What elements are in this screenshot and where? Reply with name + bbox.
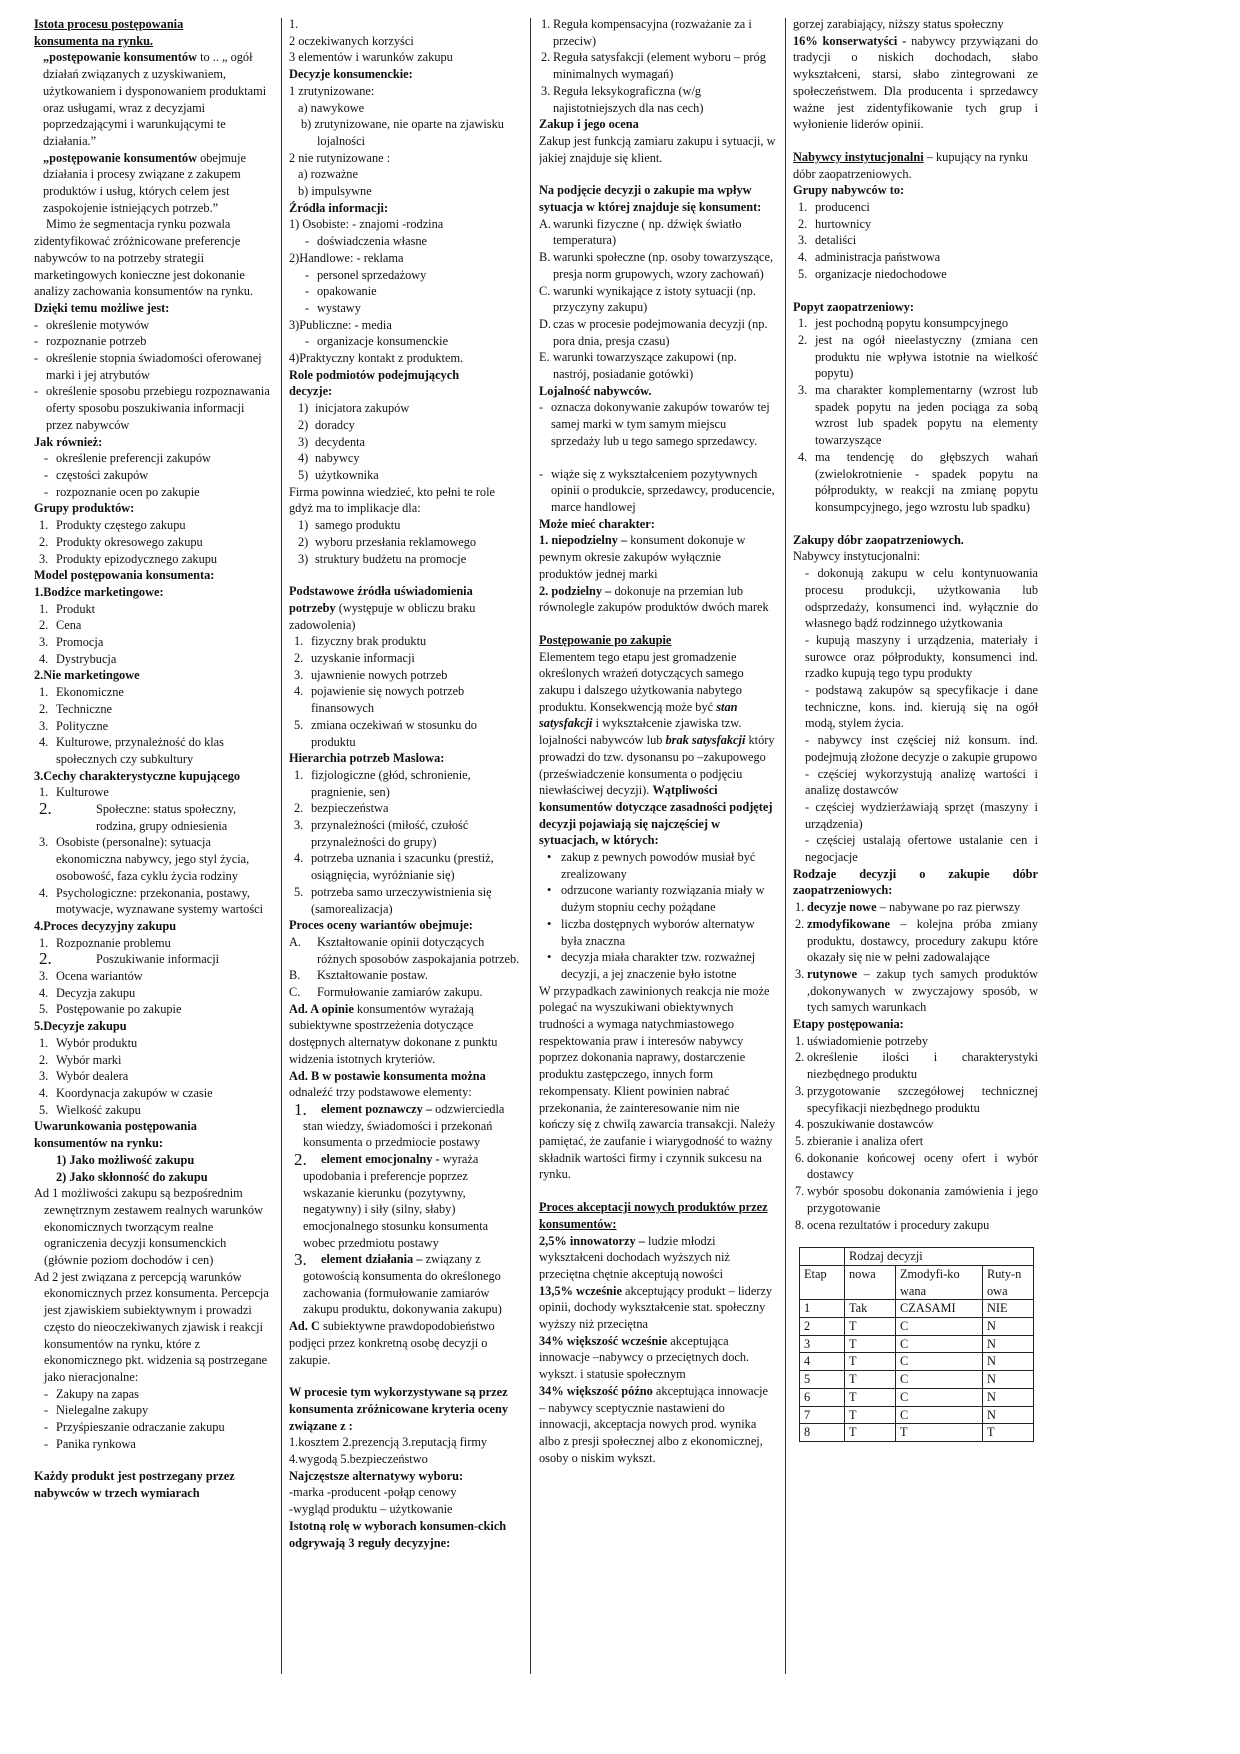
section-heading: Proces oceny wariantów obejmuje: [289, 918, 473, 933]
paragraph: Elementem tego etapu jest gromadzenie określonych wrażeń dotyczących samego zakupu i dalszego użytkowania nabytego produktu. Konsekwencją może być stan satysfakcji i wykształcenie zjawiska tzw. lojalności nabywców lub brak satysfakcji który prowadzi do tzw. dysonansu po –zakupowego (przeświadczenie konsumenta o podjęciu niewłaściwej decyzji). Wątpliwości konsumentów dotyczące zasadności podjętej decyzji pojawiają się najczęściej w sytuacjach, w których: [539, 649, 775, 848]
numbered-list [34, 1035, 271, 1119]
list-item: - częściej wydzierżawiają sprzęt (maszyny i urządzenia) [805, 799, 1038, 831]
table-header: Rodzaj decyzji [845, 1248, 1034, 1266]
list-item: C. Formułowanie zamiarów zakupu. [289, 985, 483, 1000]
table-header-row [800, 1265, 1034, 1299]
list-item: - rozpoznanie ocen po zakupie [44, 484, 200, 499]
list-item: 4) nabywcy [298, 451, 360, 466]
list-item: 2. Techniczne [39, 701, 113, 716]
list-item: - organizacje konsumenckie [305, 334, 449, 349]
table-row [800, 1406, 1034, 1424]
lettered-list [539, 216, 776, 383]
list-item: B. warunki społeczne (np. osoby towarzyszące, presja norm grupowych, wzory zachowań) [539, 250, 774, 281]
table-cell: T [845, 1424, 896, 1442]
section-heading: Etapy postępowania: [793, 1017, 904, 1032]
section-heading: Może mieć charakter: [539, 516, 655, 531]
section-heading: Rodzaje decyzji o zakupie dóbr zaopatrzeniowych: [793, 866, 1038, 898]
table-cell: 1 [800, 1300, 845, 1318]
list-item: 3. Wybór dealera [39, 1069, 129, 1084]
section-heading: Na podjęcie decyzji o zakupie ma wpływ sytuacja w której znajduje się konsument: [539, 183, 762, 215]
list-item: - opakowanie [305, 284, 377, 299]
section-heading: Najczęstsze alternatywy wyboru: [289, 1468, 464, 1483]
column-divider [281, 18, 282, 1674]
numbered-list [539, 16, 776, 116]
table-cell: C [896, 1388, 983, 1406]
list-item: 3. Ocena wariantów [39, 969, 143, 984]
numbered-list [289, 1101, 521, 1318]
section-heading: Istotną rolę w wyborach konsumen-ckich odgrywają 3 reguły decyzyjne: [289, 1518, 507, 1550]
list-item: 2) wyboru przesłania reklamowego [298, 534, 477, 549]
numbered-list [34, 517, 271, 567]
numbered-list [793, 315, 1038, 515]
list-item: 3. przynależności (miłość, czułość przynależności do grupy) [294, 818, 469, 849]
list-item: 2. bezpieczeństwa [294, 801, 389, 816]
lettered-list [289, 934, 521, 1001]
section-heading: W procesie tym wykorzystywane są przez konsumenta zróżnicowane kryteria oceny związane z : [289, 1385, 509, 1433]
list-item: 1. Produkty częstego zakupu [39, 518, 186, 533]
dash-list [793, 565, 1038, 866]
column-2: 1. 2 oczekiwanych korzyści 3 elementów i warunków zakupu Decyzje konsumenckie: 1 zrutynizowane: a) nawykowe b) zrutynizowane, nie oparte na zjawisku lojalności 2 nie rutynizowane : a) rozważne b) impulsywne Źródła informacji: 1) Osobiste: - znajomi -rodzina - doświadczenia własne 2)Handlowe: - reklama - personel sprzedażowy - opakowanie - wystawy 3)Publiczne: - media - organizacje konsumenckie 4)Praktyczny kontakt z produktem. Role podmiotów podejmujących decyzje: 1) inicjatora zakupów 2) doradcy 3) decydenta 4) nabywcy 5) użytkownika Firma powinna wiedzieć, kto pełni te role gdyż ma to implikacje dla: 1) samego produktu 2) wyboru przesłania reklamowego 3) struktury budżetu na promocje Podstawowe źródła uświadomienia potrzeby (występuje w obliczu braku zadowolenia) 1. fizyczny brak produktu 2. uzyskanie informacji 3. ujawnienie nowych potrzeb 4. pojawienie się nowych potrzeb finansowych 5. zmiana oczekiwań w stosunku do produktu Hierarchia potrzeb Maslowa: 1. fizjologiczne (głód, schronienie, pragnienie, sen) 2. bezpieczeństwa 3. przynależności (miłość, czułość przynależności do grupy) 4. potrzeba uznania i szacunku (prestiż, osiągnięcia, wyróżnianie się) 5. potrzeba samo urzeczywistnienia się (samorealizacja) Proces oceny wariantów obejmuje: A. Kształtowanie opinii dotyczących różnych sposobów zaspokajania potrzeb. B. Kształtowanie postaw. C. Formułowanie zamiarów zakupu. Ad. A opinie konsumentów wyrażają subiektywne spostrzeżenia dotyczące dostępnych alternatyw dokonane z punktu widzenia istotnych kryteriów. Ad. B w postawie konsumenta można odnaleźć trzy podstawowe elementy: 1. element poznawczy – odzwierciedla stan wiedzy, świadomości i przekonań konsumenta o przedmiocie postawy 2. element emocjonalny - wyraża upodobania i preferencje poprzez wskazanie kierunku (pozytywny, negatywny) i siły (silny, słaby) emocjonalnego stosunku konsumenta wobec przedmiotu postawy 3. element działania – związany z gotowością konsumenta do określonego zachowania (formułowanie zamiarów zakupu produktu, dokonywania zakupu) Ad. C subiektywne prawdopodobieństwo podjęci przez konkretną osobę decyzji o zakupie. W procesie tym wykorzystywane są przez konsumenta zróżnicowane kryteria oceny związane z : 1.kosztem 2.prezencją 3.reputacją firmy 4.wygodą 5.bezpieczeństwo Najczęstsze alternatywy wyboru: -marka -producent -połąp cenowy -wygląd produktu – użytkowanie Istotną rolę w wyborach konsumen-ckich odgrywają 3 reguły decyzyjne: [289, 17, 520, 1550]
list-item: 3. ujawnienie nowych potrzeb [294, 667, 448, 682]
list-item: 2. Społeczne: status społeczny, rodzina, grupy odniesienia [39, 799, 237, 833]
list-item: 2. Produkty okresowego zakupu [39, 534, 203, 549]
list-item: - częściej wykorzystują analizę wartości i analizę dostawców [805, 766, 1038, 798]
section-heading: Każdy produkt jest postrzegany przez nabywców w trzech wymiarach [34, 1469, 235, 1501]
list-item: 2. element emocjonalny - wyraża upodobania i preferencje poprzez wskazanie kierunku (pozytywny, negatywny) i siły (silny, słaby) emocjonalnego stosunku konsumenta wobec przedmiotu postawy [294, 1150, 489, 1250]
list-item: - rozpoznanie potrzeb [34, 334, 147, 349]
dash-list [34, 1386, 271, 1453]
list-item: 5. zbieranie i analiza ofert [795, 1134, 924, 1148]
dash-list [34, 450, 271, 500]
section-heading: Popyt zaopatrzeniowy: [793, 299, 915, 314]
list-item: 2. Wybór marki [39, 1052, 122, 1067]
numbered-list [289, 633, 521, 750]
table-header: Zmodyfi-ko wana [896, 1265, 983, 1299]
section-heading: 1.Bodźce marketingowe: [34, 584, 164, 599]
table-cell: T [845, 1335, 896, 1353]
list-item: 3. Osobiste (personalne): sytuacja ekonomiczna nabywcy, jego styl życia, osobowość, faza cyklu życia rodziny [39, 835, 250, 883]
list-item: - personel sprzedażowy [305, 267, 427, 282]
section-heading: Źródła informacji: [289, 200, 389, 215]
list-item: - częstości zakupów [44, 467, 149, 482]
paragraph: Ad 1 możliwości zakupu są bezpośrednim zewnętrznym zestawem realnych warunków ekonomicznych tworzącym realne ograniczenia decyzji konsumenckich (głównie poziom dochodów i cen) [34, 1186, 264, 1268]
section-heading: Uwarunkowania postępowania konsumentów na rynku: [34, 1119, 197, 1151]
column-4: gorzej zarabiający, niższy status społeczny 16% konserwatyści - nabywcy przywiązani do tradycji o niskich dochodach, słabo wykształceni, starsi, słabo zintegrowani ze społeczeństwem. Dla producenta i sprzedawcy ważne jest zidentyfikowanie tych grup i wyłonienie liderów opinii. Nabywcy instytucjonalni – kupujący na rynku dóbr zaopatrzeniowych. Grupy nabywców to: 1. producenci 2. hurtownicy 3. detaliści 4. administracja państwowa 5. organizacje niedochodowe Popyt zaopatrzeniowy: 1. jest pochodną popytu konsumpcyjnego 2. jest na ogół nieelastyczny (zmiana cen produktu nie wpływa istotnie na wielkość popytu) 3. ma charakter komplementarny (wzrost lub spadek popytu na jeden pociąga za sobą wzrost lub spadek popytu na elementy towarzyszące 4. ma tendencję do głębszych wahań (zwielokrotnienie - spadek popytu na półprodukty, w reakcji na zmianę popytu konsumpcyjnego, jego wzrostu lub spadku) Zakupy dóbr zaopatrzeniowych. Nabywcy instytucjonalni: - dokonują zakupu w celu kontynuowania procesu produkcji, użytkowania lub odsprzedaży, konsumenci ind. wyłącznie do własnego bądź rodzinnego użytkowania - kupują maszyny i urządzenia, materiały i surowce oraz półprodukty, konsumenci ind. rzadko kupują tego typu produkty - podstawą zakupów są specyfikacje i dane techniczne, kons. ind. kierują się na ogół modą, stylem życia. - nabywcy inst częściej niż konsum. ind. podejmują złożone decyzje o zakupie grupowo - częściej wykorzystują analizę wartości i analizę dostawców - częściej wydzierżawiają sprzęt (maszyny i urządzenia) - częściej ustalają ofertowe ustalanie cen i negocjacje Rodzaje decyzji o zakupie dóbr zaopatrzeniowych: 1. decyzje nowe – nabywane po raz pierwszy 2. zmodyfikowane – kolejna próba zmiany produktu, dostawcy, procedury zakupu które okazały się nie w pełni zadowalające 3. rutynowe – zakup tych samych produktów ,dokonywanych w zwyczajowy sposób, w tych samych warunkach Etapy postępowania: 1. uświadomienie potrzeby 2. określenie ilości i charakterystyki niezbędnego produktu 3. przygotowanie szczegółowej technicznej specyfikacji niezbędnego produktu 4. poszukiwanie dostawców 5. zbieranie i analiza ofert 6. dokonanie końcowej oceny ofert i wybór dostawcy 7. wybór sposobu dokonania zamówienia i jego przygotowanie 8. ocena rezultatów i procedury zakupu Rodzaj decyzji Etap nowa Zmodyfi-ko wana Ruty-n owa 1 Tak CZASAMI NIE 2 T C N 3 T C N 4 T C N 5 T C N 6 T C N 7 T C N 8 T T T [793, 16, 1038, 1676]
list-item: 4. potrzeba uznania i szacunku (prestiż, osiągnięcia, wyróżnianie się) [294, 851, 494, 883]
list-item: 4. Decyzja zakupu [39, 985, 136, 1000]
notes-page [34, 16, 1038, 1676]
list-item: 1) samego produktu [298, 518, 401, 533]
list-item: 1. fizyczny brak produktu [294, 634, 427, 649]
section-heading: Zakupy dóbr zaopatrzeniowych. [793, 532, 964, 547]
list-item: • liczba dostępnych wyborów alternatyw była znaczna [547, 916, 755, 948]
list-item: 5) użytkownika [298, 467, 379, 482]
list-item: 2. Poszukiwanie informacji [39, 949, 220, 969]
table-cell: N [983, 1318, 1034, 1336]
table-cell: T [845, 1388, 896, 1406]
section-heading: Decyzje konsumenckie: [289, 67, 413, 82]
table-cell: C [896, 1353, 983, 1371]
dash-list [34, 317, 271, 434]
list-item: 1. producenci [798, 200, 870, 215]
section-heading: Proces akceptacji nowych produktów przez konsumentów: [539, 1200, 768, 1231]
page-title: Istota procesu postępowania konsumenta na rynku. [34, 17, 184, 48]
list-item: 3. Promocja [39, 635, 104, 650]
list-item: 1) inicjatora zakupów [298, 401, 410, 416]
section-heading: Hierarchia potrzeb Maslowa: [289, 751, 445, 766]
list-item: - określenie sposobu przebiegu rozpoznawania oferty sposobu poszukiwania informacji przez nabywców [34, 384, 270, 432]
list-item: B. Kształtowanie postaw. [289, 968, 428, 983]
numbered-list [289, 517, 521, 567]
table-header-row [800, 1248, 1034, 1266]
paragraph: Mimo że segmentacja rynku pozwala zidentyfikować zróżnicowane preferencje nabywców to na potrzeby strategii marketingowych konieczne jest dokonanie analizy zachowania konsumentów na rynku. [34, 217, 254, 299]
list-item: - Panika rynkowa [44, 1436, 136, 1451]
table-cell: Tak [845, 1300, 896, 1318]
list-item: 4. pojawienie się nowych potrzeb finansowych [294, 684, 465, 716]
numbered-list [793, 1033, 1038, 1233]
section-heading: Dzięki temu możliwe jest: [34, 300, 170, 315]
numbered-list [34, 784, 271, 918]
dash-list [539, 399, 776, 449]
paragraph: Ad 2 jest związana z percepcją warunków ekonomicznych przez konsumenta. Percepcja jest zjawiskiem subiektywnym i prowadzi często do nieoczekiwanych zjawisk i reakcji konsumentów na rynku, które z ekonomicznego pkt. widzenia są postrzegane jako nieracjonalne: [34, 1269, 269, 1384]
list-item: 1. fizjologiczne (głód, schronienie, pragnienie, sen) [294, 767, 471, 799]
table-cell: N [983, 1406, 1034, 1424]
list-item: - podstawą zakupów są specyfikacje i dane techniczne, kons. ind. kierują się na ogół modą, stylem życia. [805, 683, 1038, 731]
table-cell: T [896, 1424, 983, 1442]
list-item: 7. wybór sposobu dokonania zamówienia i jego przygotowanie [795, 1184, 1038, 1215]
table-header: nowa [845, 1265, 896, 1299]
numbered-list [793, 899, 1038, 1016]
list-item: 2. hurtownicy [798, 216, 872, 231]
list-item: - kupują maszyny i urządzenia, materiały i surowce oraz półprodukty, konsumenci ind. rzadko kupują tego typu produkty [805, 632, 1038, 681]
list-item: 1. decyzje nowe – nabywane po raz pierwszy [795, 900, 1021, 915]
section-heading: Podstawowe źródła uświadomienia potrzeby [289, 584, 473, 615]
table-cell: 8 [800, 1424, 845, 1442]
list-item: - wiąże się z wykształceniem pozytywnych opinii o produkcie, sprzedawcy, producencie, marce handlowej [539, 466, 775, 514]
list-item: 3. Reguła leksykograficzna (w/g najistotniejszych dla nas cech) [541, 83, 704, 115]
section-heading: Role podmiotów podejmujących decyzje: [289, 367, 460, 399]
numbered-list [793, 199, 1038, 283]
table-cell: N [983, 1353, 1034, 1371]
list-item: - Nielegalne zakupy [44, 1403, 149, 1418]
list-item: 4. ma tendencję do głębszych wahań (zwielokrotnienie - spadek popytu na półprodukty, w reakcji na zmianę popytu konsumpcyjnego, jego wzrostu lub spadku) [798, 449, 1038, 514]
list-item: 4. Psychologiczne: przekonania, postawy, motywacje, wyznawane systemy wartości [39, 885, 264, 917]
list-item: - nabywcy inst częściej niż konsum. ind. podejmują złożone decyzje o zakupie grupowo [805, 733, 1038, 764]
table-row [800, 1388, 1034, 1406]
list-item: - wystawy [305, 300, 361, 315]
list-item: 1. Wybór produktu [39, 1035, 138, 1050]
section-heading: Jak również: [34, 434, 103, 449]
list-item: - oznacza dokonywanie zakupów towarów tej samej marki w tym samym miejscu sprzedaży lub u tego samego sprzedawcy. [539, 400, 770, 448]
table-cell: 3 [800, 1335, 845, 1353]
table-cell: 2 [800, 1318, 845, 1336]
list-item: A. warunki fizyczne ( np. dźwięk światło temperatura) [539, 216, 742, 248]
dash-list [289, 233, 521, 250]
section-heading: Lojalność nabywców. [539, 383, 652, 398]
list-item: - określenie preferencji zakupów [44, 451, 211, 466]
table-cell: C [896, 1335, 983, 1353]
list-item: C. warunki wynikające z istoty sytuacji (np. przyczyny zakupu) [539, 283, 756, 315]
table-cell: T [845, 1406, 896, 1424]
list-item: - częściej ustalają ofertowe ustalanie cen i negocjacje [805, 833, 1038, 865]
table-cell: C [896, 1371, 983, 1389]
dash-list [289, 333, 521, 350]
list-item: 4. Kulturowe, przynależność do klas społecznych czy subkultury [39, 735, 224, 766]
section-heading: Grupy nabywców to: [793, 183, 905, 198]
table-cell: 7 [800, 1406, 845, 1424]
section-heading: Zakup i jego ocena [539, 117, 639, 132]
table-row [800, 1300, 1034, 1318]
section-heading: Model postępowania konsumenta: [34, 568, 215, 583]
list-item: - Przyśpieszanie odraczanie zakupu [44, 1420, 225, 1435]
list-item: 2. zmodyfikowane – kolejna próba zmiany produktu, dostawcy, procedury zakupu które okazały się nie w pełni zadowalające [795, 916, 1038, 965]
table-row [800, 1353, 1034, 1371]
list-item: 1. Ekonomiczne [39, 685, 124, 700]
section-heading: Postępowanie po zakupie [539, 632, 672, 647]
table-header: Etap [800, 1265, 845, 1299]
list-item: - określenie stopnia świadomości oferowanej marki i jej atrybutów [34, 351, 262, 382]
list-item: 3. Polityczne [39, 718, 109, 733]
list-item: • zakup z pewnych powodów musiał być zrealizowany [547, 850, 756, 881]
numbered-list [34, 601, 271, 668]
table-cell: N [983, 1335, 1034, 1353]
list-item: 2. określenie ilości i charakterystyki niezbędnego produktu [795, 1050, 1038, 1082]
list-item: 2. jest na ogół nieelastyczny (zmiana cen produktu nie wpływa istotnie na wielkość popytu) [798, 332, 1038, 381]
table-row [800, 1424, 1034, 1442]
table-row [800, 1335, 1034, 1353]
list-item: 5. organizacje niedochodowe [798, 266, 947, 281]
list-item: 2. Cena [39, 618, 82, 633]
table-cell: CZASAMI [896, 1300, 983, 1318]
dash-list [289, 267, 521, 317]
list-item: • decyzja miała charakter tzw. rozważnej decyzji, a jej znaczenie było istotne [547, 950, 756, 981]
table-header: Ruty-n owa [983, 1265, 1034, 1299]
list-item: 4. Koordynacja zakupów w czasie [39, 1086, 213, 1100]
list-item: 5. Postępowanie po zakupie [39, 1002, 182, 1017]
table-cell: 5 [800, 1371, 845, 1389]
bullet-list [539, 849, 776, 983]
section-heading: Grupy produktów: [34, 501, 135, 516]
list-item: 3. przygotowanie szczegółowej technicznej specyfikacji niezbędnego produktu [795, 1083, 1038, 1115]
column-3: 1. Reguła kompensacyjna (rozważanie za i przeciw) 2. Reguła satysfakcji (element wyboru – próg minimalnych wymagań) 3. Reguła leksykograficzna (w/g najistotniejszych dla nas cech) Zakup i jego ocena Zakup jest funkcją zamiaru zakupu i sytuacji, w jakiej znajduje się klient. Na podjęcie decyzji o zakupie ma wpływ sytuacja w której znajduje się konsument: A. warunki fizyczne ( np. dźwięk światło temperatura) B. warunki społeczne (np. osoby towarzyszące, presja norm grupowych, wzory zachowań) C. warunki wynikające z istoty sytuacji (np. przyczyny zakupu) D. czas w procesie podejmowania decyzji (np. pora dnia, presja czasu) E. warunki towarzyszące zakupowi (np. nastrój, posiadanie gotówki) Lojalność nabywców. - oznacza dokonywanie zakupów towarów tej samej marki w tym samym miejscu sprzedaży lub u tego samego sprzedawcy. - wiąże się z wykształceniem pozytywnych opinii o produkcie, sprzedawcy, producencie, marce handlowej Może mieć charakter: 1. niepodzielny – konsument dokonuje w pewnym okresie zakupów wyłącznie produktów jednej marki 2. podzielny – dokonuje na przemian lub równolegle zakupów produktów dwóch marek Postępowanie po zakupie Elementem tego etapu jest gromadzenie określonych wrażeń dotyczących samego zakupu i dalszego użytkowania nabytego produktu. Konsekwencją może być stan satysfakcji i wykształcenie zjawiska tzw. lojalności nabywców lub brak satysfakcji który prowadzi do tzw. dysonansu po –zakupowego (przeświadczenie konsumenta o podjęciu niewłaściwej decyzji). Wątpliwości konsumentów dotyczące zasadności podjętej decyzji pojawiają się najczęściej w sytuacjach, w których: • zakup z pewnych powodów musiał być zrealizowany • odrzucone warianty rozwiązania miały w dużym stopniu cechy pożądane • liczba dostępnych wyborów alternatyw była znaczna • decyzja miała charakter tzw. rozważnej decyzji, a jej znaczenie było istotne W przypadkach zawinionych reakcja nie może polegać na wyszukiwani obiektywnych trudności a wymaga natychmiastowego respektowania praw i interesów nabywcy poprzez dokonania naprawy, dostarczenie produktu zastępczego, innych form rekompensaty. Klient powinien nabrać przekonania, że zainteresowanie nim nie kończy się z chwilą zawarcia transakcji. Należy pamiętać, że zaufanie i wiarygodność to ważny składnik wartości firmy i czynnik sukcesu na rynku. Proces akceptacji nowych produktów przez konsumentów: 2,5% innowatorzy – ludzie młodzi wykształceni dochodach wyższych niż przeciętna chętnie akceptują nowości 13,5% wcześnie akceptujący produkt – liderzy opinii, dochody wykształcenie stat. społeczny wyższy niż przeciętna 34% większość wcześnie akceptująca innowacje –nabywcy o przeciętnych doch. wykszt. i statusie społecznym 34% większość późno akceptująca innowacje – nabywcy sceptycznie nastawieni do innowacji, akceptacja nowych prod. wynika albo z presji społecznej albo z ekonomicznej, osoby o niskim wykszt. [539, 17, 776, 1465]
table-cell: T [845, 1371, 896, 1389]
list-item: 1. Produkt [39, 601, 96, 616]
paragraph: W przypadkach zawinionych reakcja nie może polegać na wyszukiwani obiektywnych trudności a wymaga natychmiastowego respektowania praw i interesów nabywcy poprzez dokonania naprawy, dostarczenie produktu zastępczego, innych form rekompensaty. Klient powinien nabrać przekonania, że zainteresowanie nim nie kończy się z chwilą zawarcia transakcji. Należy pamiętać, że zaufanie i wiarygodność to ważny składnik wartości firmy i czynnik sukcesu na rynku. [539, 983, 776, 1182]
list-item: 1. element poznawczy – odzwierciedla stan wiedzy, świadomości i przekonań konsumenta o przedmiocie postawy [294, 1100, 505, 1150]
table-row [800, 1371, 1034, 1389]
list-item: 1. jest pochodną popytu konsumpcyjnego [798, 316, 1009, 331]
list-item: 3. detaliści [798, 233, 857, 248]
list-item: 2) doradcy [298, 417, 355, 432]
list-item: 4. Dystrybucja [39, 651, 117, 666]
list-item: 1. Reguła kompensacyjna (rozważanie za i przeciw) [541, 17, 752, 48]
column-divider [785, 18, 786, 1674]
numbered-list [289, 767, 521, 917]
section-heading: 2.Nie marketingowe [34, 668, 140, 683]
list-item: 1. uświadomienie potrzeby [795, 1033, 929, 1048]
table-cell: C [896, 1318, 983, 1336]
list-item: - doświadczenia własne [305, 234, 428, 249]
decision-table [799, 1247, 1034, 1442]
numbered-list [34, 684, 271, 768]
section-heading: 5.Decyzje zakupu [34, 1019, 127, 1034]
column-1: Istota procesu postępowania konsumenta na rynku. „postępowanie konsumentów to .. „ ogół działań związanych z uzyskiwaniem, użytkowaniem i dysponowaniem produktami oraz usługami, wraz z decyzjami poprzedzającymi i warunkującymi te działania.” „postępowanie konsumentów obejmuje działania i procesy związane z zakupem produktów i usług, których celem jest zaspokojenie istniejących potrzeb.” Mimo że segmentacja rynku pozwala zidentyfikować zróżnicowane preferencje nabywców to na potrzeby strategii marketingowych konieczne jest dokonanie analizy zachowania konsumentów na rynku. Dzięki temu możliwe jest: - określenie motywów - rozpoznanie potrzeb - określenie stopnia świadomości oferowanej marki i jej atrybutów - określenie sposobu przebiegu rozpoznawania oferty sposobu poszukiwania informacji przez nabywców Jak również: - określenie preferencji zakupów - częstości zakupów - rozpoznanie ocen po zakupie Grupy produktów: 1. Produkty częstego zakupu 2. Produkty okresowego zakupu 3. Produkty epizodycznego zakupu Model postępowania konsumenta: 1.Bodźce marketingowe: 1. Produkt 2. Cena 3. Promocja 4. Dystrybucja 2.Nie marketingowe 1. Ekonomiczne 2. Techniczne 3. Polityczne 4. Kulturowe, przynależność do klas społecznych czy subkultury 3.Cechy charakterystyczne kupującego 1. Kulturowe 2. Społeczne: status społeczny, rodzina, grupy odniesienia 3. Osobiste (personalne): sytuacja ekonomiczna nabywcy, jego styl życia, osobowość, faza cyklu życia rodziny 4. Psychologiczne: przekonania, postawy, motywacje, wyznawane systemy wartości 4.Proces decyzyjny zakupu 1. Rozpoznanie problemu 2. Poszukiwanie informacji 3. Ocena wariantów 4. Decyzja zakupu 5. Postępowanie po zakupie 5.Decyzje zakupu 1. Wybór produktu 2. Wybór marki 3. Wybór dealera 4. Koordynacja zakupów w czasie 5. Wielkość zakupu Uwarunkowania postępowania konsumentów na rynku: 1) Jako możliwość zakupu 2) Jako skłonność do zakupu Ad 1 możliwości zakupu są bezpośrednim zewnętrznym zestawem realnych warunków ekonomicznych tworzącym realne ograniczenia decyzji konsumenckich (głównie poziom dochodów i cen) Ad 2 jest związana z percepcją warunków ekonomicznych przez konsumenta. Percepcja jest zjawiskiem subiektywnym i prowadzi często do nieoczekiwanych zjawisk i reakcji konsumentów na rynku, które z ekonomicznego pkt. widzenia są postrzegane jako nieracjonalne: - Zakupy na zapas - Nielegalne zakupy - Przyśpieszanie odraczanie zakupu - Panika rynkowa Każdy produkt jest postrzegany przez nabywców w trzech wymiarach [34, 17, 270, 1501]
list-item: D. czas w procesie podejmowania decyzji (np. pora dnia, presja czasu) [539, 316, 768, 348]
list-item: 3) struktury budżetu na promocje [298, 551, 467, 566]
list-item: • odrzucone warianty rozwiązania miały w dużym stopniu cechy pożądane [547, 883, 765, 915]
list-item: 6. dokonanie końcowej oceny ofert i wybór dostawcy [795, 1150, 1038, 1182]
list-item: - określenie motywów [34, 317, 150, 332]
table-row [800, 1318, 1034, 1336]
list-item: E. warunki towarzyszące zakupowi (np. nastrój, posiadanie gotówki) [539, 350, 737, 382]
list-item: - dokonują zakupu w celu kontynuowania procesu produkcji, użytkowania lub odsprzedaży, konsumenci ind. wyłącznie do własnego bądź rodzinnego użytkowania [805, 566, 1038, 631]
list-item: 2. uzyskanie informacji [294, 651, 415, 666]
numbered-list [289, 400, 521, 484]
table-cell: T [983, 1424, 1034, 1442]
table-cell: 6 [800, 1388, 845, 1406]
list-item: 3. Produkty epizodycznego zakupu [39, 551, 218, 566]
list-item: 5. zmiana oczekiwań w stosunku do produktu [294, 717, 477, 749]
numbered-list [34, 935, 271, 1019]
table-cell: 4 [800, 1353, 845, 1371]
list-item: 3. ma charakter komplementarny (wzrost lub spadek popytu na jeden pociąga za sobą wzrost lub spadek popytu na elementy towarzyszące [798, 383, 1038, 448]
list-item: 3) decydenta [298, 434, 366, 449]
list-item: A. Kształtowanie opinii dotyczących różnych sposobów zaspokajania potrzeb. [289, 934, 520, 966]
table-cell: N [983, 1371, 1034, 1389]
table-cell: NIE [983, 1300, 1034, 1318]
list-item: 5. Wielkość zakupu [39, 1102, 141, 1117]
list-item: 3. element działania – związany z gotowością konsumenta do określonego zachowania (formułowanie zamiarów zakupu produktu, dokonywania zakupu) [294, 1250, 502, 1317]
list-item: 1. Kulturowe [39, 785, 109, 800]
table-cell: C [896, 1406, 983, 1424]
table-cell: T [845, 1353, 896, 1371]
list-item: 4. administracja państwowa [798, 250, 941, 265]
section-heading: 4.Proces decyzyjny zakupu [34, 918, 177, 933]
list-item: 5. potrzeba samo urzeczywistnienia się (samorealizacja) [294, 884, 492, 916]
dash-list [539, 466, 776, 516]
list-item: 2. Reguła satysfakcji (element wyboru – próg minimalnych wymagań) [541, 50, 766, 82]
table-cell: N [983, 1388, 1034, 1406]
section-heading: 3.Cechy charakterystyczne kupującego [34, 768, 241, 783]
list-item: - Zakupy na zapas [44, 1386, 139, 1401]
list-item: 3. rutynowe – zakup tych samych produktów ,dokonywanych w zwyczajowy sposób, w tych samych warunkach [795, 966, 1038, 1015]
list-item: 4. poszukiwanie dostawców [795, 1117, 934, 1132]
column-divider [530, 18, 531, 1674]
paragraph: Firma powinna wiedzieć, kto pełni te role gdyż ma to implikacje dla: [289, 484, 496, 516]
table-cell: T [845, 1318, 896, 1336]
list-item: 8. ocena rezultatów i procedury zakupu [795, 1217, 990, 1232]
list-item: 1. Rozpoznanie problemu [39, 935, 171, 950]
